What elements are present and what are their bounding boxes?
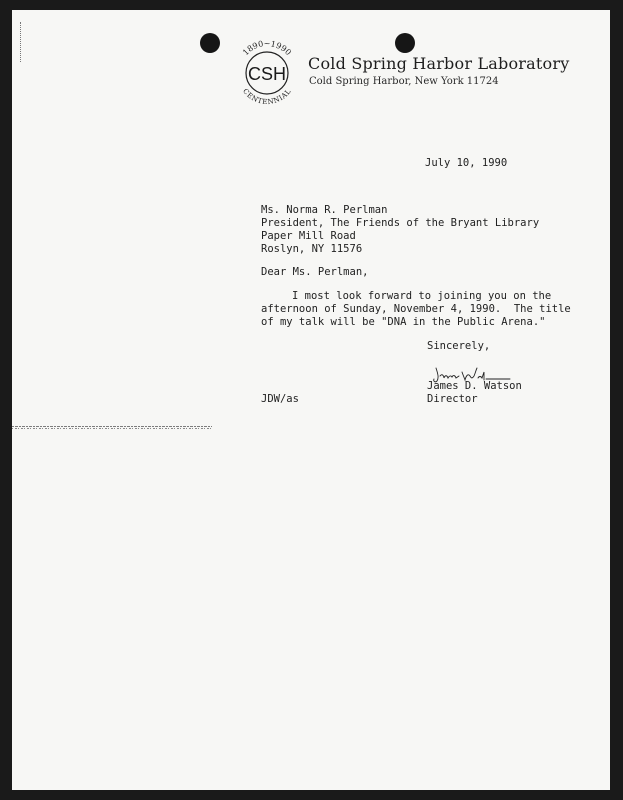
recipient-street: Paper Mill Road [261, 230, 356, 242]
signer-name: James D. Watson [427, 380, 522, 392]
body-line-1: I most look forward to joining you on the [292, 290, 552, 302]
letter-date: July 10, 1990 [425, 157, 508, 169]
reference-initials: JDW/as [261, 393, 299, 405]
signer-title: Director [427, 393, 478, 405]
ink-smear [12, 425, 212, 430]
letterhead-title: Cold Spring Harbor Laboratory [308, 54, 570, 73]
recipient-title: President, The Friends of the Bryant Library [261, 217, 540, 229]
letterhead-address: Cold Spring Harbor, New York 11724 [309, 76, 499, 87]
recipient-name: Ms. Norma R. Perlman [261, 204, 388, 216]
closing: Sincerely, [427, 340, 491, 352]
svg-text:CENTENNIAL: CENTENNIAL [241, 87, 293, 107]
letter-page [12, 10, 610, 790]
centennial-seal-logo [230, 35, 304, 111]
edge-mark [20, 22, 23, 62]
svg-text:CSH: CSH [247, 64, 287, 84]
salutation: Dear Ms. Perlman, [261, 266, 369, 278]
punch-hole-left [200, 33, 220, 53]
body-line-2: afternoon of Sunday, November 4, 1990. The title [261, 303, 571, 315]
body-line-3: of my talk will be "DNA in the Public Arena." [261, 316, 546, 328]
punch-hole-right [395, 33, 415, 53]
svg-text:1890~1990: 1890~1990 [241, 39, 293, 58]
recipient-city: Roslyn, NY 11576 [261, 243, 363, 255]
